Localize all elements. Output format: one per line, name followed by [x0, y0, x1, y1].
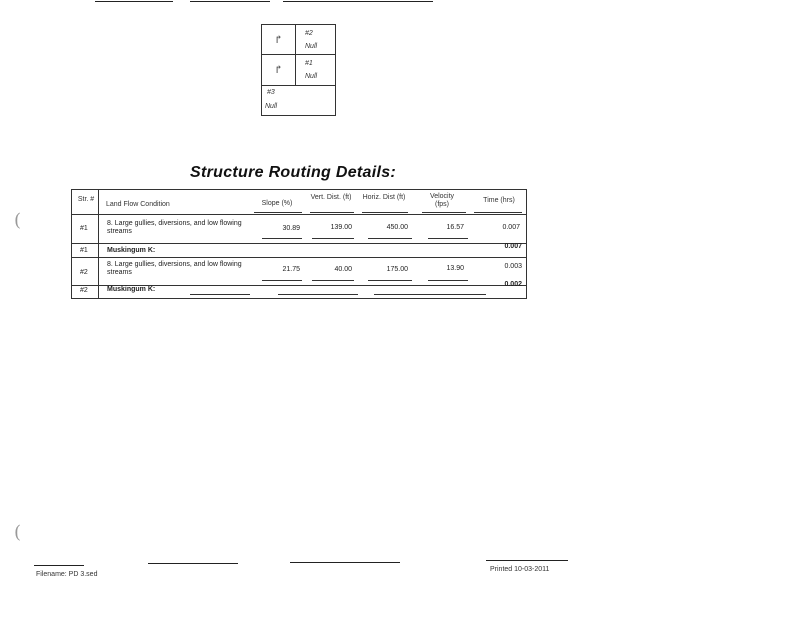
header-divider	[72, 214, 526, 215]
top-rule-right	[283, 1, 433, 2]
structure-routing-table	[71, 189, 527, 299]
row-vert-dist: 139.00	[330, 224, 352, 231]
cell-underline	[312, 238, 354, 239]
row-land-flow: Muskingum K:	[107, 247, 156, 254]
section-title: Structure Routing Details:	[190, 164, 397, 181]
structure-table-row-line	[262, 85, 335, 86]
cell-underline	[312, 280, 354, 281]
cell-underline	[374, 294, 486, 295]
footer-rule	[486, 560, 568, 561]
structure-type: Null	[265, 103, 278, 110]
binder-hole-mark: (	[14, 522, 22, 543]
cell-underline	[262, 280, 302, 281]
structure-table-divider	[295, 25, 296, 85]
header-velocity: Velocity (fps)	[429, 193, 455, 208]
row-velocity: 16.57	[446, 224, 464, 231]
flow-arrow-icon: ↱	[274, 63, 284, 76]
structure-type: Null	[305, 43, 318, 50]
structure-network-table	[261, 24, 336, 116]
row-slope: 30.89	[282, 225, 300, 232]
header-time: Time (hrs)	[483, 197, 515, 204]
structure-id: #3	[267, 89, 275, 96]
header-underline	[422, 212, 466, 213]
row-str: #2	[80, 269, 88, 276]
header-land-flow: Land Flow Condition	[106, 201, 170, 208]
cell-underline	[368, 280, 412, 281]
row-slope: 21.75	[282, 266, 300, 273]
structure-table-row-line	[262, 54, 335, 55]
row-str: #1	[80, 247, 88, 254]
row-land-flow: 8. Large gullies, diversions, and low flowing streams	[107, 261, 242, 276]
header-vert-dist: Vert. Dist. (ft)	[310, 194, 352, 201]
header-underline	[254, 212, 302, 213]
binder-hole-mark: (	[14, 210, 22, 231]
row-land-flow: Muskingum K:	[107, 286, 156, 293]
structure-type: Null	[305, 73, 318, 80]
row-vert-dist: 40.00	[334, 266, 352, 273]
structure-id: #1	[305, 60, 313, 67]
row-time: 0.002	[504, 281, 522, 288]
footer-rule	[34, 565, 84, 566]
cell-underline	[278, 294, 358, 295]
cell-underline	[428, 280, 468, 281]
footer-filename: Filename: PD 3.sed	[36, 571, 98, 578]
cell-underline	[428, 238, 468, 239]
cell-underline	[190, 294, 250, 295]
row-time: 0.007	[504, 243, 522, 250]
footer-printed-date: Printed 10-03-2011	[490, 566, 550, 573]
row-horiz-dist: 450.00	[386, 224, 408, 231]
header-underline	[362, 212, 408, 213]
row-divider	[72, 243, 526, 244]
top-rule-left	[95, 1, 173, 2]
row-time: 0.003	[504, 263, 522, 270]
row-divider	[72, 257, 526, 258]
footer-rule	[290, 562, 400, 563]
cell-underline	[262, 238, 302, 239]
row-horiz-dist: 175.00	[386, 266, 408, 273]
column-divider	[98, 190, 99, 298]
structure-id: #2	[305, 30, 313, 37]
header-horiz-dist: Horiz. Dist (ft)	[362, 194, 406, 201]
header-underline	[310, 212, 354, 213]
footer-rule	[148, 563, 238, 564]
row-time: 0.007	[502, 224, 520, 231]
row-str: #1	[80, 225, 88, 232]
header-str: Str. #	[77, 196, 95, 203]
cell-underline	[368, 238, 412, 239]
row-land-flow: 8. Large gullies, diversions, and low flowing streams	[107, 220, 242, 235]
flow-arrow-icon: ↱	[274, 33, 284, 46]
top-rule-mid	[190, 1, 270, 2]
row-velocity: 13.90	[446, 265, 464, 272]
row-str: #2	[80, 287, 88, 294]
header-slope: Slope (%)	[261, 200, 293, 207]
header-underline	[474, 212, 522, 213]
